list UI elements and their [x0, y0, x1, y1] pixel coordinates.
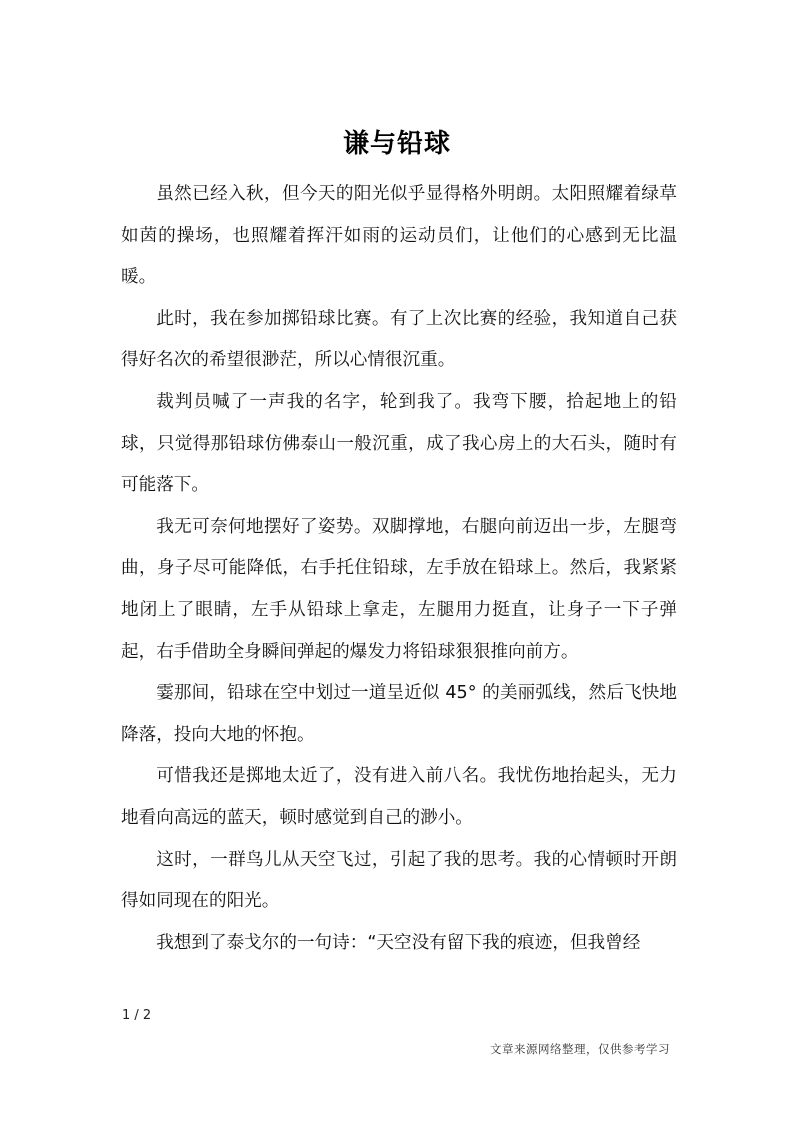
paragraph: 裁判员喊了一声我的名字，轮到我了。我弯下腰，拾起地上的铅球，只觉得那铅球仿佛泰山一般沉重，成了我心房上的大石头，随时有可能落下。 — [121, 391, 677, 496]
paragraph: 此时，我在参加掷铅球比赛。有了上次比赛的经验，我知道自己获得好名次的希望很渺茫，所以心情很沉重。 — [121, 308, 677, 371]
paragraph: 虽然已经入秋，但今天的阳光似乎显得格外明朗。太阳照耀着绿草如茵的操场，也照耀着挥汗如雨的运动员们，让他们的心感到无比温暖。 — [121, 184, 677, 288]
document-body — [121, 174, 677, 964]
paragraph: 可惜我还是掷地太近了，没有进入前八名。我忧伤地抬起头，无力地看向高远的蓝天，顿时感觉到自己的渺小。 — [121, 766, 677, 828]
paragraph: 我无可奈何地摆好了姿势。双脚撑地，右腿向前迈出一步，左腿弯曲，身子尽可能降低，右手托住铅球，左手放在铅球上。然后，我紧紧地闭上了眼睛，左手从铅球上拿走，左腿用力挺直，让身子一下子弹起，右手借助全身瞬间弹起的爆发力将铅球狠狠推向前方。 — [121, 516, 677, 662]
paragraph: 我想到了泰戈尔的一句诗：“天空没有留下我的痕迹，但我曾经 — [156, 932, 641, 953]
paragraph: 这时，一群鸟儿从天空飞过，引起了我的思考。我的心情顿时开朗得如同现在的阳光。 — [121, 849, 677, 912]
paragraph: 霎那间，铅球在空中划过一道呈近似 45° 的美丽弧线，然后飞快地降落，投向大地的怀抱。 — [121, 683, 677, 745]
document-title: 谦与铅球 — [342, 129, 451, 159]
footer-note: 文章来源网络整理，仅供参考学习 — [490, 1042, 670, 1056]
page-number: 1 / 2 — [122, 1008, 152, 1023]
